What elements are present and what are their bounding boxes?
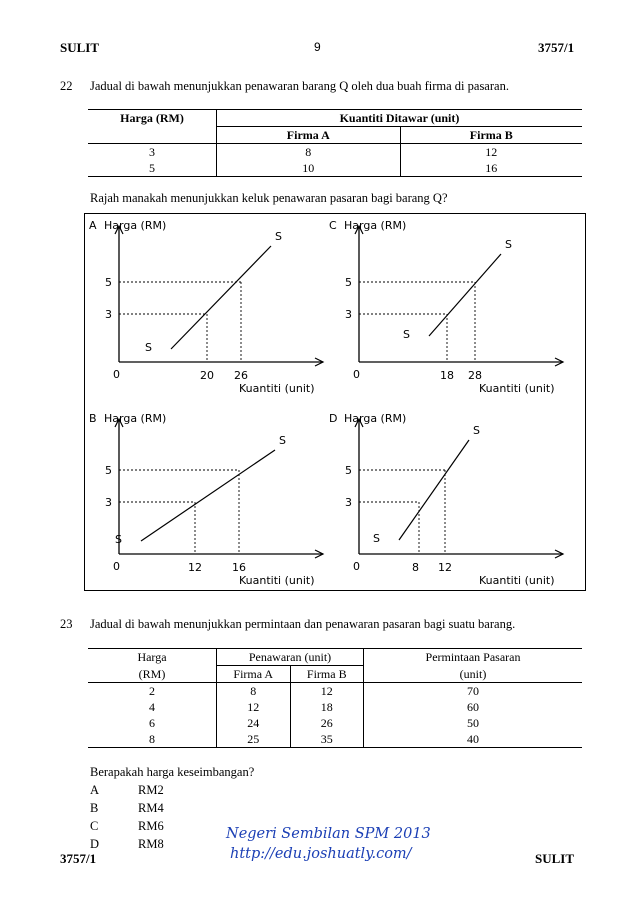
- panel-letter: D: [329, 412, 338, 425]
- curve-label-bottom: S: [115, 533, 122, 546]
- y-tick-label: 5: [105, 464, 112, 477]
- option-d-letter: D: [90, 837, 100, 851]
- origin-label: 0: [353, 368, 360, 381]
- y-axis-label: Harga (RM): [104, 219, 167, 232]
- panel-letter: B: [89, 412, 97, 425]
- option-d-text: RM8: [138, 837, 164, 851]
- question-23-prompt: Berapakah harga keseimbangan?: [90, 765, 255, 779]
- q23-cell: 60: [364, 699, 583, 715]
- q23-th-permintaan: Permintaan Pasaran: [364, 649, 583, 666]
- q23-cell: 25: [217, 731, 291, 748]
- curve-label-bottom: S: [145, 341, 152, 354]
- x-tick-label: 16: [232, 561, 246, 574]
- y-axis-label: Harga (RM): [104, 412, 167, 425]
- q23-cell: 50: [364, 715, 583, 731]
- question-23-number: 23: [60, 617, 73, 631]
- q23-th-permintaan-unit: (unit): [364, 666, 583, 683]
- supply-curve: [429, 254, 501, 336]
- question-22-prompt: Rajah manakah menunjukkan keluk penawaran pasaran bagi barang Q?: [90, 191, 448, 205]
- q23-cell: 35: [290, 731, 364, 748]
- page-number: 9: [314, 40, 321, 54]
- q23-th-firma-b: Firma B: [290, 666, 364, 683]
- panel-letter: C: [329, 219, 337, 232]
- q23-cell: 12: [290, 683, 364, 700]
- q23-cell: 70: [364, 683, 583, 700]
- q23-cell: 8: [217, 683, 291, 700]
- option-c-letter: C: [90, 819, 99, 833]
- curve-label-bottom: S: [403, 328, 410, 341]
- supply-curve: [171, 246, 271, 349]
- q22-cell: 3: [149, 145, 155, 159]
- q23-cell: 2: [149, 684, 155, 698]
- origin-label: 0: [113, 368, 120, 381]
- y-tick-label: 5: [345, 464, 352, 477]
- q22-cell: 16: [400, 160, 582, 177]
- q23-cell: 40: [364, 731, 583, 748]
- header-left: SULIT: [60, 40, 100, 55]
- x-tick-label: 18: [440, 369, 454, 382]
- option-a-text: RM2: [138, 783, 164, 797]
- q22-th-firma-b: Firma B: [400, 127, 582, 144]
- q23-cell: 4: [149, 700, 155, 714]
- q23-th-harga: Harga: [137, 650, 167, 665]
- footer-right: SULIT: [535, 851, 575, 866]
- watermark-line1: Negeri Sembilan SPM 2013: [226, 826, 431, 842]
- q23-th-harga-unit: (RM): [138, 666, 166, 681]
- x-tick-label: 20: [200, 369, 214, 382]
- question-22-text: Jadual di bawah menunjukkan penawaran barang Q oleh dua buah firma di pasaran.: [90, 79, 509, 93]
- x-tick-label: 12: [188, 561, 202, 574]
- y-tick-label: 3: [105, 496, 112, 509]
- x-tick-label: 28: [468, 369, 482, 382]
- q23-table: [88, 648, 582, 748]
- header-right: 3757/1: [538, 40, 575, 55]
- option-c-text: RM6: [138, 819, 164, 833]
- question-23-text: Jadual di bawah menunjukkan permintaan dan penawaran pasaran bagi suatu barang.: [90, 617, 516, 631]
- curve-label-top: S: [505, 238, 512, 251]
- diagram-box: [84, 213, 586, 591]
- q23-cell: 12: [217, 699, 291, 715]
- curve-label-bottom: S: [373, 532, 380, 545]
- q22-cell: 12: [400, 144, 582, 161]
- q23-cell: 26: [290, 715, 364, 731]
- y-tick-label: 5: [345, 276, 352, 289]
- q22-th-harga: Harga (RM): [88, 110, 217, 144]
- q22-table: [88, 109, 582, 177]
- q22-cell: 10: [217, 160, 401, 177]
- option-a-letter: A: [90, 783, 100, 797]
- origin-label: 0: [113, 560, 120, 573]
- option-b-text: RM4: [138, 801, 164, 815]
- y-axis-label: Harga (RM): [344, 219, 407, 232]
- q23-cell: 6: [149, 716, 155, 730]
- supply-curve: [399, 440, 469, 540]
- supply-charts: [85, 214, 585, 590]
- curve-label-top: S: [279, 434, 286, 447]
- x-axis-label: Kuantiti (unit): [239, 382, 315, 395]
- supply-curve: [141, 450, 275, 541]
- x-axis-label: Kuantiti (unit): [239, 574, 315, 587]
- y-tick-label: 3: [345, 308, 352, 321]
- q22-cell: 8: [217, 144, 401, 161]
- q23-cell: 24: [217, 715, 291, 731]
- q22-cell: 5: [149, 161, 155, 175]
- y-tick-label: 5: [105, 276, 112, 289]
- x-tick-label: 26: [234, 369, 248, 382]
- q23-cell: 8: [149, 732, 155, 746]
- q22-th-kuantiti: Kuantiti Ditawar (unit): [217, 110, 583, 127]
- curve-label-top: S: [275, 230, 282, 243]
- q23-cell: 18: [290, 699, 364, 715]
- y-tick-label: 3: [105, 308, 112, 321]
- curve-label-top: S: [473, 424, 480, 437]
- q22-th-firma-a: Firma A: [217, 127, 401, 144]
- y-axis-label: Harga (RM): [344, 412, 407, 425]
- q23-th-penawaran: Penawaran (unit): [217, 649, 364, 666]
- origin-label: 0: [353, 560, 360, 573]
- x-tick-label: 12: [438, 561, 452, 574]
- x-axis-label: Kuantiti (unit): [479, 382, 555, 395]
- x-tick-label: 8: [412, 561, 419, 574]
- footer-left: 3757/1: [60, 851, 97, 866]
- option-b-letter: B: [90, 801, 99, 815]
- watermark-link[interactable]: http://edu.joshuatly.com/: [230, 846, 412, 862]
- question-22-number: 22: [60, 79, 73, 93]
- y-tick-label: 3: [345, 496, 352, 509]
- q23-th-firma-a: Firma A: [217, 666, 291, 683]
- panel-letter: A: [89, 219, 97, 232]
- x-axis-label: Kuantiti (unit): [479, 574, 555, 587]
